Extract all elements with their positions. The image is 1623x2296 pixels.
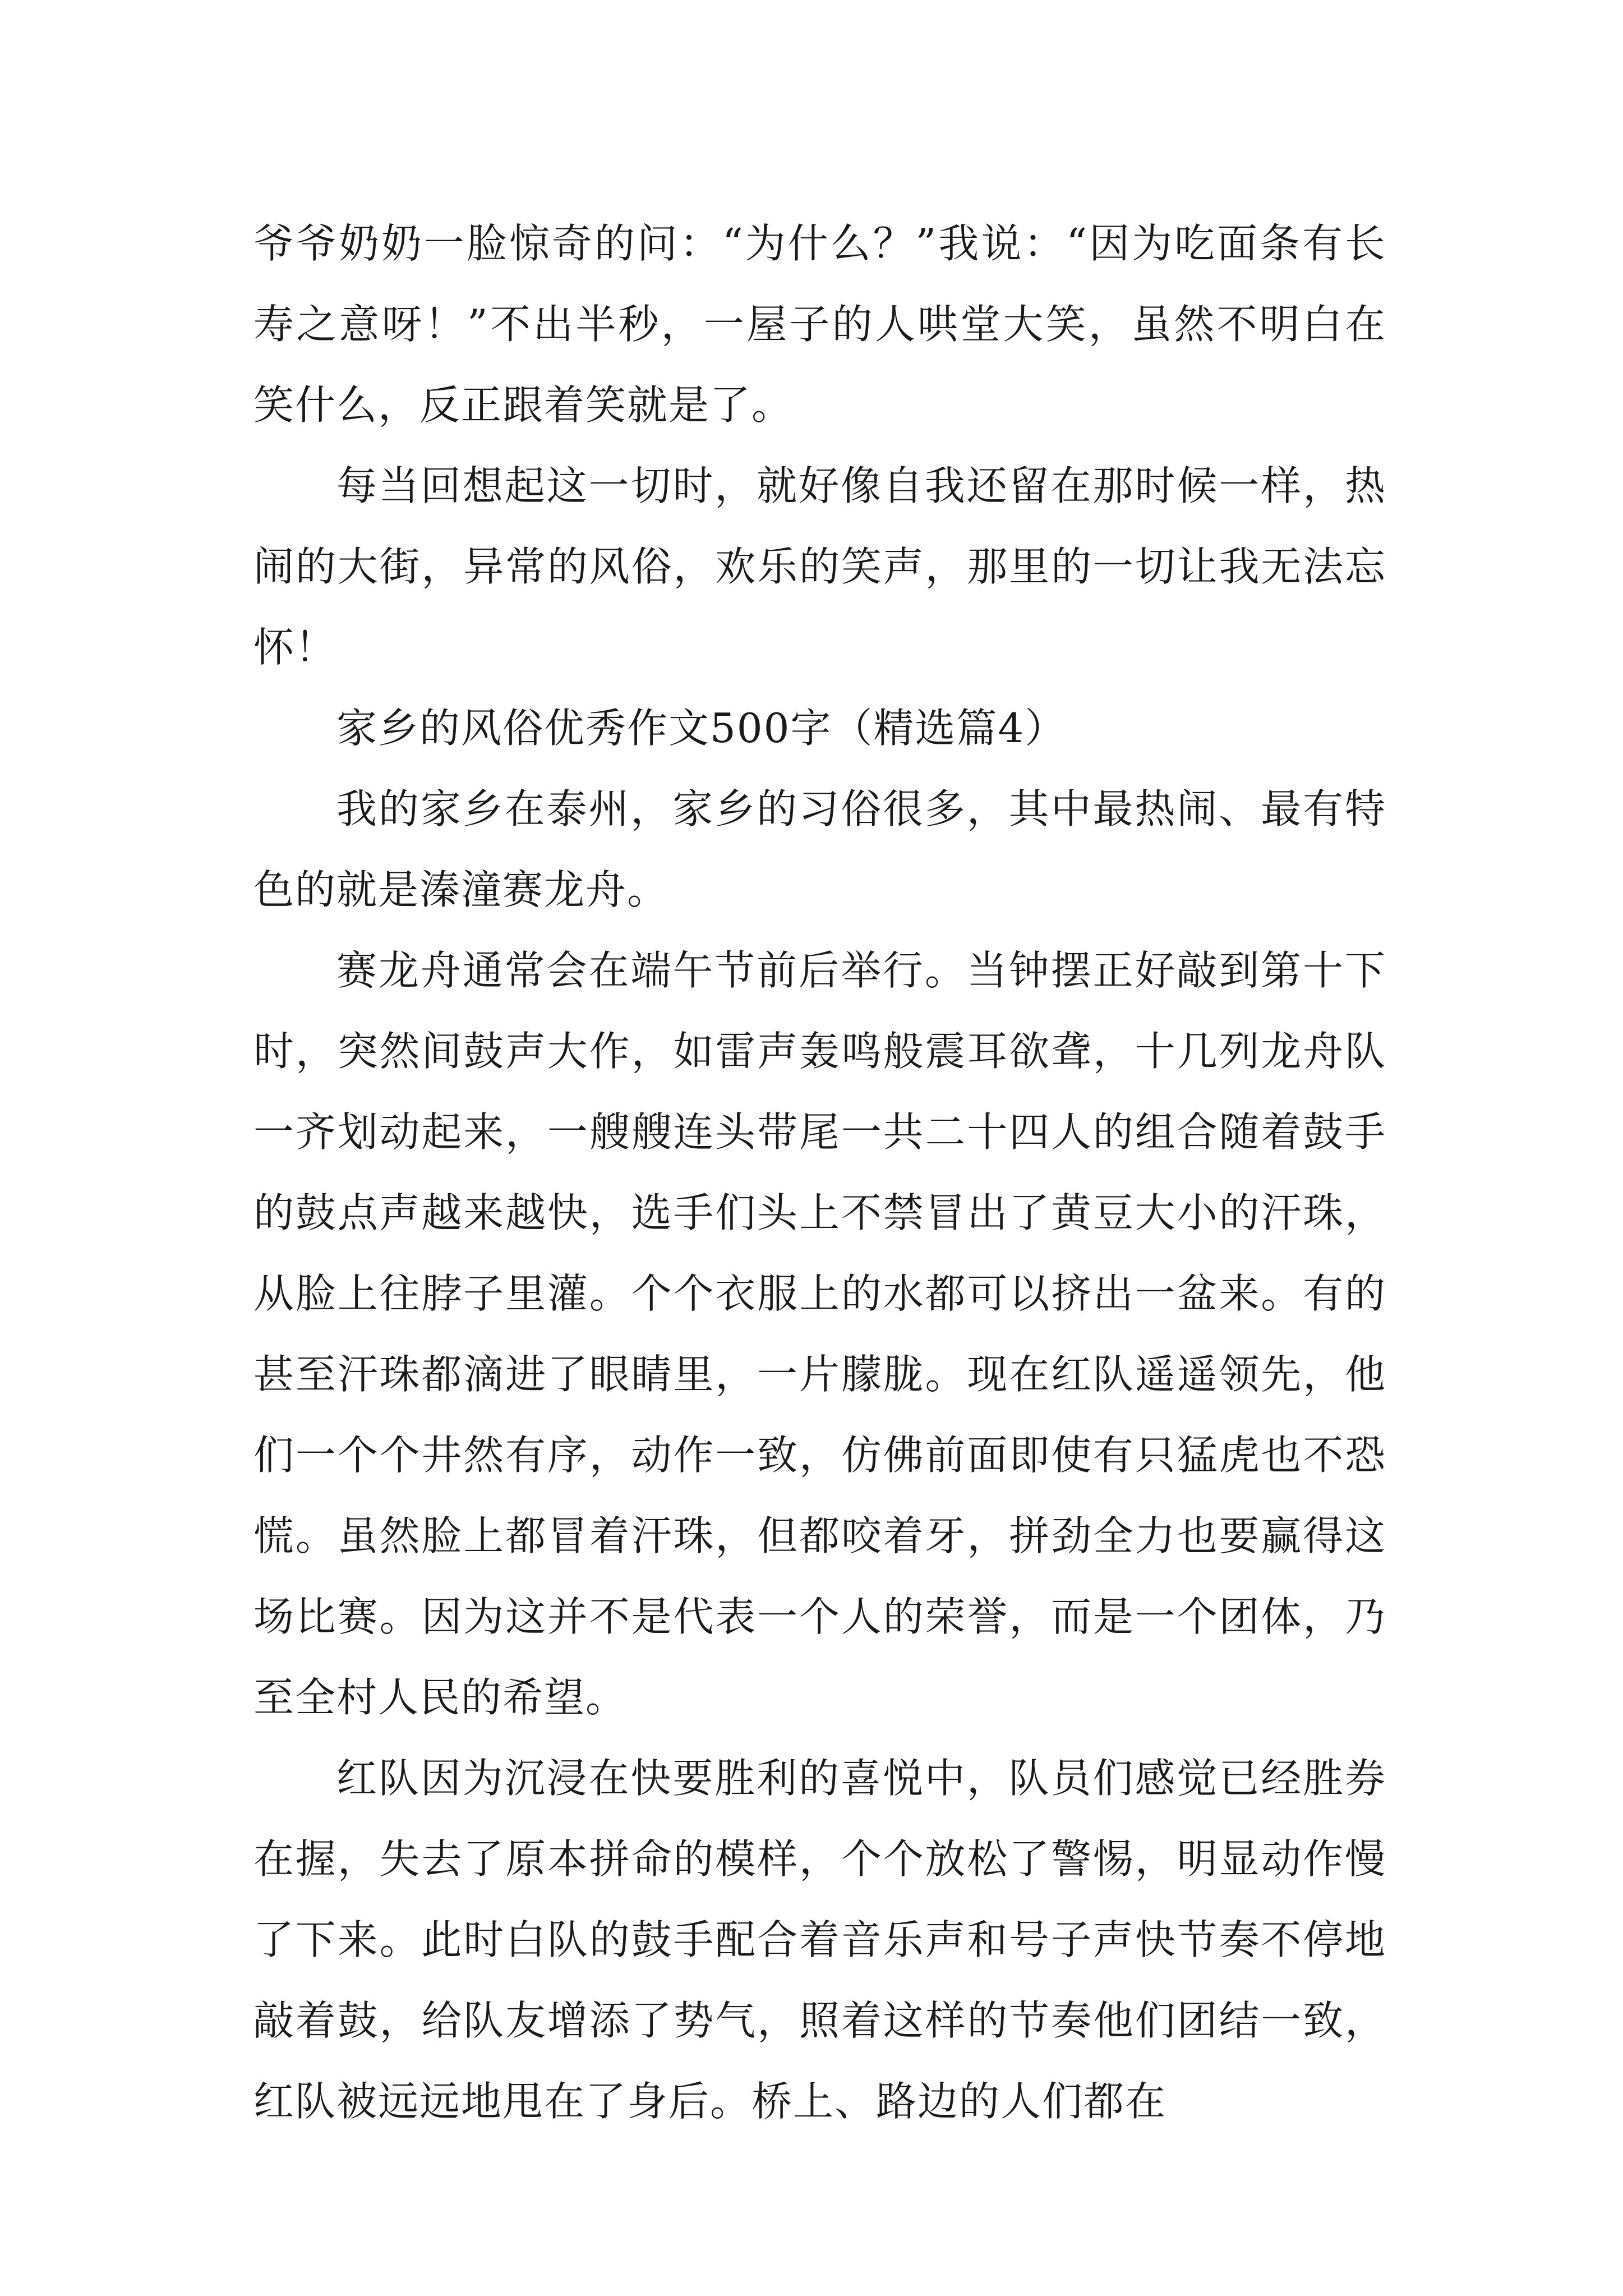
paragraph-continuation: 爷爷奶奶一脸惊奇的问：“为什么？”我说：“因为吃面条有长寿之意呀！”不出半秒，一屋子的人哄堂大笑，虽然不明白在笑什么，反正跟着笑就是了。 xyxy=(253,220,1386,429)
paragraph-intro: 我的家乡在泰州，家乡的习俗很多，其中最热闹、最有特色的就是溱潼赛龙舟。 xyxy=(253,785,1386,913)
paragraph-reflection: 每当回想起这一切时，就好像自我还留在那时候一样，热闹的大街，异常的风俗，欢乐的笑声，那里的一切让我无法忘怀！ xyxy=(253,462,1386,671)
paragraph-turnaround: 红队因为沉浸在快要胜利的喜悦中，队员们感觉已经胜券在握，失去了原本拼命的模样，个个放松了警惕，明显动作慢了下来。此时白队的鼓手配合着音乐声和号子声快节奏不停地敲着鼓，给队友增添了势气，照着这样的节奏他们团结一致，红队被远远地甩在了身后。桥上、路边的人们都在 xyxy=(253,1755,1386,2125)
document-body xyxy=(253,203,1386,2142)
paragraph-race: 赛龙舟通常会在端午节前后举行。当钟摆正好敲到第十下时，突然间鼓声大作，如雷声轰鸣般震耳欲聋，十几列龙舟队一齐划动起来，一艘艘连头带尾一共二十四人的组合随着鼓手的鼓点声越来越快，选手们头上不禁冒出了黄豆大小的汗珠，从脸上往脖子里灌。个个衣服上的水都可以挤出一盆来。有的甚至汗珠都滴进了眼睛里，一片朦胧。现在红队遥遥领先，他们一个个井然有序，动作一致，仿佛前面即使有只猛虎也不恐慌。虽然脸上都冒着汗珠，但都咬着牙，拼劲全力也要赢得这场比赛。因为这并不是代表一个人的荣誉，而是一个团体，乃至全村人民的希望。 xyxy=(253,947,1386,1721)
section-heading: 家乡的风俗优秀作文500字（精选篇4） xyxy=(336,705,1067,752)
